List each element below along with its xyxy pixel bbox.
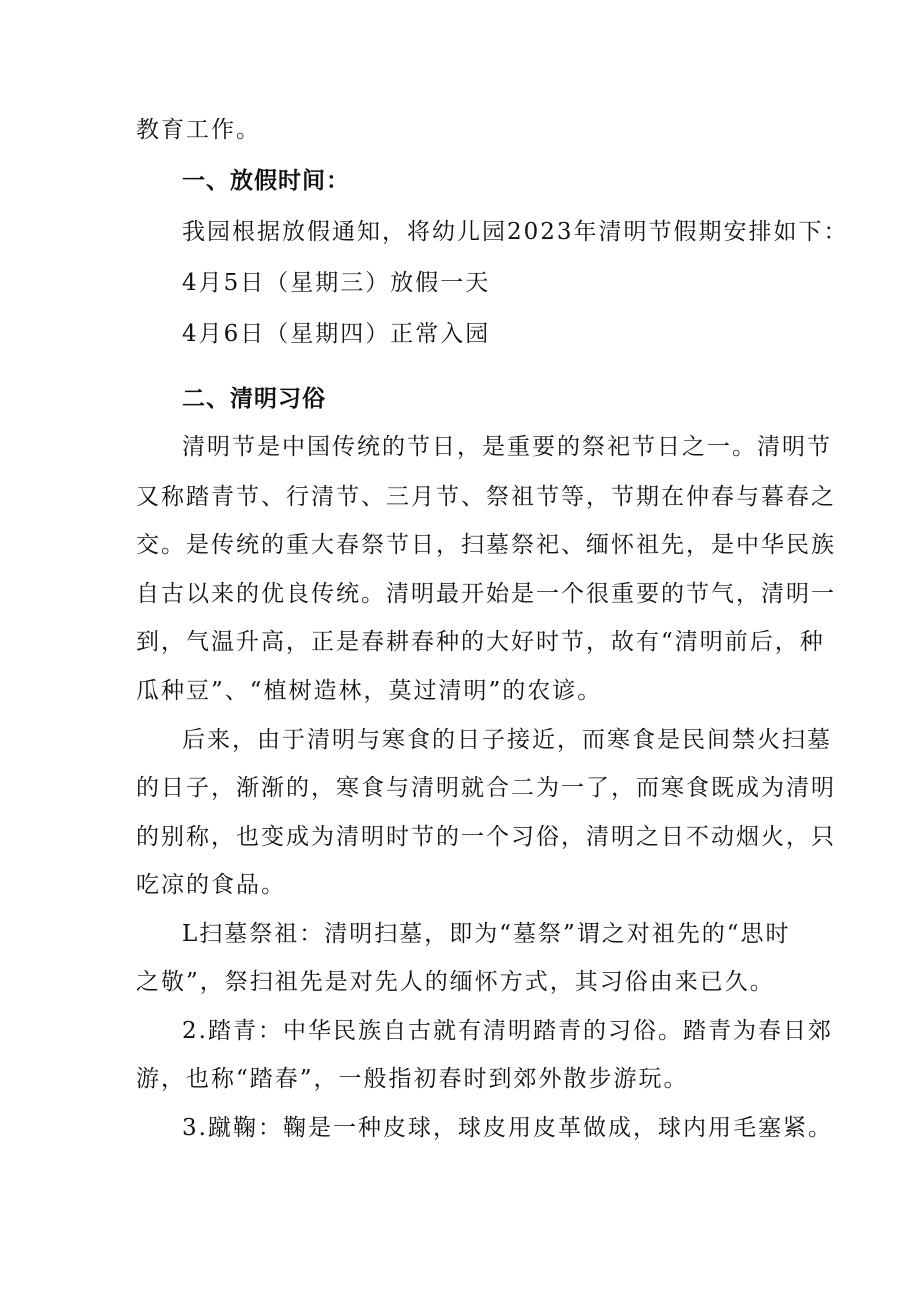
paragraph-line: 后来，由于清明与寒食的日子接近，而寒食是民间禁火扫墓 <box>182 727 832 753</box>
section-heading-customs: 二、清明习俗 <box>182 386 326 412</box>
paragraph-line: 清明节是中国传统的节日，是重要的祭祀节日之一。清明节 <box>182 434 832 460</box>
paragraph-line: 自古以来的优良传统。清明最开始是一个很重要的节气，清明一 <box>136 581 836 607</box>
paragraph-line: 的别称，也变成为清明时节的一个习俗，清明之日不动烟火，只 <box>136 824 836 850</box>
section-heading-holiday-time: 一、放假时间： <box>182 168 350 194</box>
holiday-return-day: 4月6日（星期四）正常入园 <box>182 321 491 347</box>
list-item-spring-outing: 2.踏青：中华民族自古就有清明踏青的习俗。踏青为春日郊 <box>182 1018 833 1044</box>
paragraph-line: 又称踏青节、行清节、三月节、祭祖节等，节期在仲春与暮春之 <box>136 484 836 510</box>
holiday-notice-text: 我园根据放假通知，将幼儿园2023年清明节假期安排如下： <box>182 219 849 245</box>
list-item-cuju: 3.蹴鞠：鞠是一种皮球，球皮用皮革做成，球内用毛塞紧。 <box>182 1115 833 1141</box>
paragraph-line: 到，气温升高，正是春耕春种的大好时节，故有“清明前后，种 <box>136 629 825 655</box>
list-item-tomb-sweeping: L扫墓祭祖：清明扫墓，即为“墓祭”谓之对祖先的“思时 <box>182 921 791 947</box>
paragraph-line: 瓜种豆”、“植树造林，莫过清明”的农谚。 <box>136 678 603 704</box>
list-item-tomb-sweeping-cont: 之敬”，祭扫祖先是对先人的缅怀方式，其习俗由来已久。 <box>136 969 775 995</box>
paragraph-line: 吃凉的食品。 <box>136 872 286 898</box>
list-item-spring-outing-cont: 游，也称“踏春”，一般指初春时到郊外散步游玩。 <box>136 1066 689 1092</box>
paragraph-continuation: 教育工作。 <box>136 117 261 143</box>
paragraph-line: 交。是传统的重大春祭节日，扫墓祭祀、缅怀祖先，是中华民族 <box>136 532 836 558</box>
holiday-day-off: 4月5日（星期三）放假一天 <box>182 270 491 296</box>
paragraph-line: 的日子，渐渐的，寒食与清明就合二为一了，而寒食既成为清明 <box>136 775 836 801</box>
